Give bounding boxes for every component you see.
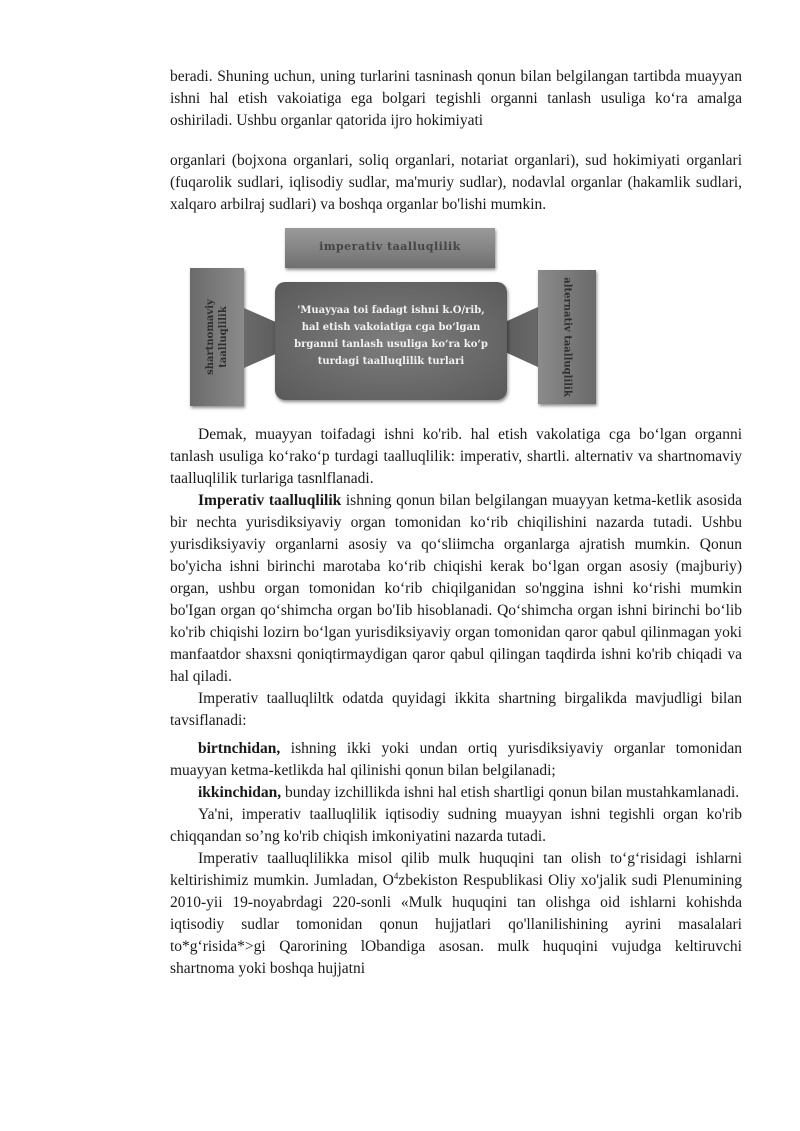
paragraph-4-text: ishning ikki yoki undan ortiq yurisdiksiyaviy organlar tomonidan muayyan ketma-ketlikda hal qilinishi qonun bilan belgilanadi;: [170, 740, 742, 779]
diagram-box-right: [538, 270, 596, 404]
paragraph-7-text-a: Imperativ taalluqlilikka misol qilib mulk huquqini tan olish to‘g‘risidagi ishlarni keltirishimiz mumkin. Jumladan, O: [170, 850, 742, 889]
paragraph-5: [170, 782, 742, 804]
paragraph-4: [170, 738, 742, 782]
paragraph-1: Demak, muayyan toifadagi ishni ko'rib. hal etish vakolatiga cga bo‘lgan organni tanlash usuliga ko‘rako‘p turdagi taalluqlilik: imperativ, shartli. alternativ va shartnomaviy taalluqlilik turlariga tasnlflanadi.: [170, 426, 742, 487]
term-ikkinchidan: ikkinchidan,: [198, 784, 282, 801]
term-imperativ: Imperativ taalluqlilik: [198, 492, 342, 509]
taalluqlilik-diagram: [170, 228, 742, 418]
paragraph-3: Imperativ taalluqliltk odatda quyidagi ikkita shartning birgalikda mavjudligi bilan tavsiflanadi:: [170, 690, 742, 729]
term-birinchidan: birtnchidan,: [198, 740, 281, 757]
paragraph-top-2: organlari (bojxona organlari, soliq organlari, notariat organlari), sud hokimiyati organlari (fuqarolik sudlari, iqlisodiy sudlar, ma'muriy sudlar), nodavlal organlar (hakamlik sudlari, xalqaro arbilraj sudlari) va boshqa organlar bo'lishi mumkin.: [170, 152, 742, 213]
paragraph-7-text-b: zbekiston Respublikasi Oliy xo'jalik sudi Plenumining 2010-yii 19-noyabrdagi 220-sonli «Mulk huquqini tan olishga oid ishlarni kohishda iqtisodiy sudlar tomonidan qonun hujjatlari qo'llanilishining ayrini masalalari to*g‘risida*>gi Qarorining lObandiga asosan. mulk huquqini vujudga keltiruvchi shartnoma yoki boshqa hujjatni: [170, 872, 742, 977]
diagram-right-label: alternativ taalluqlilik: [561, 277, 573, 397]
paragraph-5-text: bunday izchillikda ishni hal etish shartligi qonun bilan mustahkamlanadi.: [281, 784, 740, 801]
diagram-box-center: [275, 282, 507, 400]
paragraph-2: [170, 490, 742, 688]
paragraph-top-1: beradi. Shuning uchun, uning turlarini tasninash qonun bilan belgilangan tartibda muayyan ishni hal etish vakoiatiga ega bolgari tegishli organni tanlash usuliga ko‘ra amalga oshiriladi. Ushbu organlar qatorida ijro hokimiyati: [170, 68, 742, 129]
footnote-mark: 4: [393, 870, 399, 881]
diagram-top-label: imperativ taalluqlilik: [319, 240, 461, 253]
diagram-connector-right: [506, 306, 540, 368]
paragraph-gap: [170, 132, 742, 150]
paragraph-2-text: ishning qonun bilan belgilangan muayyan ketma-ketlik asosida bir nechta yurisdiksiyaviy organ tomonidan ko‘rib chiqilishini nazarda tutadi. Ushbu yurisdiksiyaviy organlarni asosiy va qo‘sliimcha organlarga ajratish mumkin. Qonun bo'yicha ishni birinchi marotaba ko‘rib chiqishi kerak bo‘lgan organ asosiy (majburiy) organ, ushbu organ tomonidan ko‘rib chiqilganidan so'nggina ishni ko‘rishi mumkin bo'Igan organ qo‘shimcha organ bo'Iib hisoblanadi. Qo‘shimcha organ ishni birinchi bo‘lib ko'rib chiqishi lozirn bo‘lgan yurisdiksiyaviy organ tomonidan qaror qabul qilinmagan yoki manfaatdor shaxsni qoniqtirmaydigan qaror qabul qilingan taqdirda ishni ko'rib chiqadi va hal qiladi.: [170, 492, 742, 685]
diagram-connector-left: [244, 308, 278, 368]
diagram-box-left: [190, 268, 244, 406]
paragraph-7: [170, 848, 742, 980]
diagram-left-label: shartnomaviy taalluqlilik: [205, 299, 229, 375]
paragraph-6: Ya'ni, imperativ taalluqlilik iqtisodiy sudning muayyan ishni tegishli organ ko'rib chiqqandan so’ng ko'rib chiqish imkoniyatini nazarda tutadi.: [170, 806, 742, 845]
diagram-center-label: 'Muayyaa toi fadagt ishni k.O/rib, hal etish vakoiatiga cga bo‘lgan brganni tanlash usuliga ko‘ra ko‘p turdagi taalluqlilik turlari: [294, 305, 488, 367]
diagram-box-top: [285, 228, 495, 268]
document-page: [170, 66, 742, 980]
